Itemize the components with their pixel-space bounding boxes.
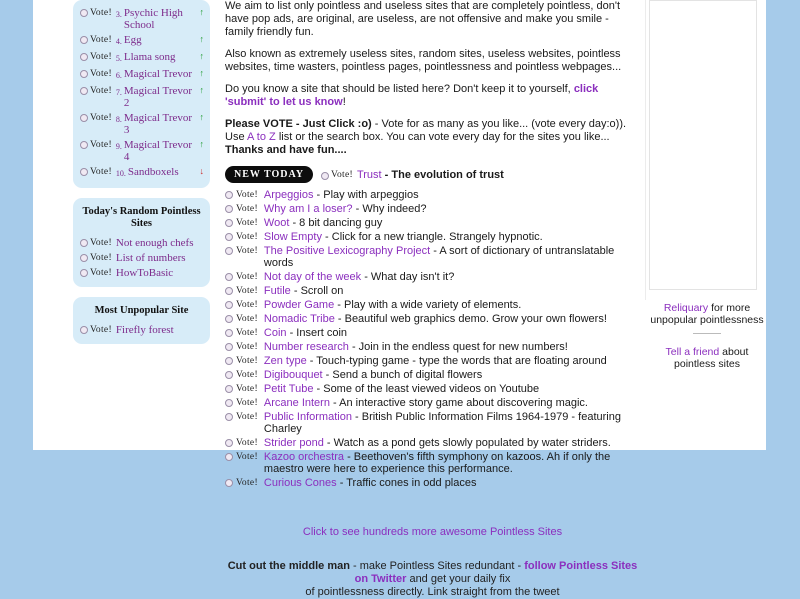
vote-radio-icon[interactable] [80, 326, 88, 334]
site-link[interactable]: Powder Game [263, 299, 335, 311]
site-entry-text [264, 383, 640, 395]
site-link[interactable]: Firefly forest [115, 323, 174, 336]
site-list-row [225, 298, 640, 312]
site-description: - Beethoven's fifth symphony on kazoos. Ah if only the maestro were here to experience this performance. [263, 451, 611, 475]
top-site-row [79, 49, 204, 66]
site-list-row [225, 284, 640, 298]
site-entry-text [264, 203, 640, 215]
vote-label[interactable]: Vote! [236, 300, 258, 310]
new-today-text [357, 169, 504, 181]
vote-label[interactable]: Vote! [90, 324, 112, 335]
vote-radio-icon[interactable] [225, 479, 233, 487]
intro-paragraph-2: Also known as extremely useless sites, random sites, useless websites, pointless websites, time wasters, pointless pages, pointlessness and pointless webpages... [225, 48, 622, 73]
site-description: - Scroll on [290, 285, 344, 297]
new-today-desc: - The evolution of trust [381, 168, 504, 181]
random-site-row [79, 265, 204, 280]
vote-radio-icon[interactable] [80, 70, 88, 78]
site-list-row [225, 216, 640, 230]
top-site-row [79, 66, 204, 83]
site-description: - British Public Information Films 1964-1979 - featuring Charley [263, 411, 621, 435]
vote-radio-icon[interactable] [225, 191, 233, 199]
vote-radio-icon[interactable] [225, 315, 233, 323]
vote-label[interactable]: Vote! [236, 246, 258, 256]
tell-a-friend-row [648, 346, 766, 370]
reliquary-row [648, 302, 766, 326]
vote-radio-icon[interactable] [80, 9, 88, 17]
vote-label[interactable]: Vote! [236, 218, 258, 228]
site-link[interactable]: Magical Trevor [123, 67, 193, 80]
rank-number: 5. [115, 53, 122, 63]
vote-radio-icon[interactable] [321, 172, 329, 180]
random-site-row [79, 235, 204, 250]
vote-instructions-bold: Please VOTE - Just Click :o) [225, 118, 372, 130]
new-today-row [225, 166, 640, 183]
vote-label[interactable]: Vote! [236, 328, 258, 338]
site-link[interactable]: Why am I a loser? [263, 203, 353, 215]
site-entry-text [264, 217, 640, 229]
vote-label[interactable]: Vote! [236, 384, 258, 394]
intro-paragraph-1: We aim to list only pointless and useless sites that are completely pointless, don't have pop ads, are original, are useless, are not offensive and make you smile - family friendly fun. [225, 0, 621, 38]
footer-mid: - make Pointless Sites redundant - [349, 560, 525, 572]
vote-label[interactable]: Vote! [331, 169, 353, 180]
vote-label[interactable]: Vote! [236, 272, 258, 282]
top-site-row [79, 32, 204, 49]
site-list-row [225, 202, 640, 216]
site-link[interactable]: Arcane Intern [263, 397, 330, 409]
top-site-row [79, 137, 204, 164]
vote-label[interactable]: Vote! [90, 237, 112, 248]
vote-radio-icon[interactable] [80, 36, 88, 44]
vote-radio-icon[interactable] [225, 399, 233, 407]
right-separator [693, 333, 721, 334]
site-link[interactable]: Public Information [263, 411, 352, 423]
vote-radio-icon[interactable] [80, 53, 88, 61]
site-link[interactable]: Strider pond [263, 437, 324, 449]
site-link[interactable]: Arpeggios [263, 189, 314, 201]
site-list-row [225, 396, 640, 410]
site-list-row [225, 410, 640, 436]
site-link[interactable]: Futile [263, 285, 291, 297]
footer-after: and get your daily fix [406, 573, 511, 585]
random-site-row [79, 250, 204, 265]
vote-radio-icon[interactable] [225, 233, 233, 241]
site-entry-text [264, 231, 640, 243]
vote-radio-icon[interactable] [225, 273, 233, 281]
vote-radio-icon[interactable] [80, 87, 88, 95]
site-entry-text [264, 327, 640, 339]
more-sites-row [225, 526, 640, 538]
top-site-row [79, 5, 204, 32]
vote-radio-icon[interactable] [80, 141, 88, 149]
site-description: - Traffic cones in odd places [336, 477, 477, 489]
vote-label[interactable]: Vote! [236, 190, 258, 200]
site-description: - Watch as a pond gets slowly populated by water striders. [323, 437, 611, 449]
vote-label[interactable]: Vote! [236, 314, 258, 324]
site-link[interactable]: Llama song [123, 50, 176, 63]
arrow-up-icon: ↑ [199, 50, 204, 61]
site-link[interactable]: Magical Trevor 4 [123, 138, 193, 163]
vote-radio-icon[interactable] [225, 287, 233, 295]
vote-radio-icon[interactable] [80, 239, 88, 247]
main-content [225, 0, 640, 599]
atoz-before: Use [225, 131, 248, 143]
arrow-up-icon: ↑ [199, 111, 204, 122]
site-description: - Touch-typing game - type the words that are floating around [306, 355, 607, 367]
random-sites-panel [73, 198, 210, 287]
rank-number: 8. [115, 114, 122, 124]
top-site-row [79, 164, 204, 181]
site-link[interactable]: Not enough chefs [115, 236, 194, 249]
footer-line-2: of pointlessness directly. Link straight from the tweet [305, 586, 560, 598]
vote-instructions-line-1 [225, 118, 640, 131]
vote-radio-icon[interactable] [80, 254, 88, 262]
site-entry-text [264, 477, 640, 489]
tell-a-friend-text: about pointless sites [674, 346, 749, 370]
site-list-row [225, 326, 640, 340]
vote-label[interactable]: Vote! [236, 370, 258, 380]
vote-label[interactable]: Vote! [90, 7, 112, 18]
site-list-row [225, 450, 640, 476]
site-description: - A sort of dictionary of untranslatable words [263, 245, 615, 269]
column-divider [645, 0, 646, 300]
site-entry-text [264, 437, 640, 449]
vote-instructions-rest: - Vote for as many as you like... (vote every day:o)). [371, 118, 627, 130]
site-entry-text [264, 451, 640, 475]
vote-label[interactable]: Vote! [90, 139, 112, 150]
vote-label[interactable]: Vote! [236, 356, 258, 366]
top-site-row [79, 83, 204, 110]
site-description: - Beautiful web graphics demo. Grow your own flowers! [334, 313, 607, 325]
site-link[interactable]: Kazoo orchestra [263, 451, 345, 463]
unpopular-site-panel [73, 297, 210, 344]
site-entry-text [264, 397, 640, 409]
site-link[interactable]: Magical Trevor 3 [123, 111, 193, 136]
vote-label[interactable]: Vote! [90, 267, 112, 278]
vote-radio-icon[interactable] [80, 114, 88, 122]
site-entry-text [264, 369, 640, 381]
vote-label[interactable]: Vote! [236, 412, 258, 422]
site-link[interactable]: Coin [263, 327, 287, 339]
site-link[interactable]: Slow Empty [263, 231, 322, 243]
arrow-up-icon: ↑ [199, 6, 204, 17]
twitter-link[interactable]: follow Pointless Sites on Twitter [354, 560, 638, 585]
arrow-down-icon: ↓ [199, 165, 204, 176]
vote-label[interactable]: Vote! [90, 68, 112, 79]
unpopular-site-row [79, 322, 204, 337]
top-site-row [79, 110, 204, 137]
vote-label[interactable]: Vote! [90, 34, 112, 45]
arrow-up-icon: ↑ [199, 33, 204, 44]
vote-radio-icon[interactable] [225, 385, 233, 393]
site-entry-text [264, 341, 640, 353]
site-entry-text [264, 355, 640, 367]
site-list-row [225, 312, 640, 326]
top-sites-panel [73, 0, 210, 188]
a-to-z-link[interactable]: A to Z [247, 131, 276, 143]
vote-label[interactable]: Vote! [236, 232, 258, 242]
ad-placeholder [649, 0, 757, 290]
site-list-row [225, 340, 640, 354]
site-link[interactable]: Psychic High School [123, 6, 183, 31]
footer-bold: Cut out the middle man [227, 560, 350, 572]
vote-label[interactable]: Vote! [90, 252, 112, 263]
site-link[interactable]: Digibouquet [263, 369, 323, 381]
rank-number: 3. [115, 9, 122, 19]
vote-label[interactable]: Vote! [90, 85, 112, 96]
vote-radio-icon[interactable] [225, 205, 233, 213]
rank-number: 6. [115, 70, 122, 80]
site-list-row [225, 244, 640, 270]
site-list-row [225, 354, 640, 368]
submit-link[interactable]: click 'submit' to let us know [225, 83, 599, 108]
vote-label[interactable]: Vote! [236, 398, 258, 408]
vote-radio-icon[interactable] [225, 439, 233, 447]
site-link[interactable]: Petit Tube [263, 383, 314, 395]
site-link[interactable]: List of numbers [115, 251, 186, 264]
thanks-bold: Thanks and have fun.... [225, 144, 347, 156]
site-list-row [225, 382, 640, 396]
site-link[interactable]: HowToBasic [115, 266, 174, 279]
site-link[interactable]: Curious Cones [263, 477, 337, 489]
site-description: - 8 bit dancing guy [289, 217, 383, 229]
random-panel-title: Today's Random Pointless Sites [82, 206, 201, 229]
intro-paragraph-3 [225, 83, 640, 109]
site-link[interactable]: Egg [123, 33, 142, 46]
vote-label[interactable]: Vote! [90, 166, 112, 177]
site-description: - Click for a new triangle. Strangely hypnotic. [321, 231, 543, 243]
site-description: - Insert coin [286, 327, 348, 339]
vote-radio-icon[interactable] [225, 371, 233, 379]
arrow-up-icon: ↑ [199, 67, 204, 78]
site-entry-text [264, 411, 640, 435]
site-list-row [225, 476, 640, 490]
vote-label[interactable]: Vote! [90, 112, 112, 123]
vote-radio-icon[interactable] [225, 247, 233, 255]
site-link[interactable]: Sandboxels [127, 165, 179, 178]
site-list-row [225, 436, 640, 450]
site-list [225, 188, 640, 490]
new-today-link[interactable]: Trust [356, 168, 382, 181]
vote-radio-icon[interactable] [225, 357, 233, 365]
site-description: - Send a bunch of digital flowers [322, 369, 483, 381]
site-link[interactable]: Magical Trevor 2 [123, 84, 193, 109]
rank-number: 7. [115, 87, 122, 97]
vote-label[interactable]: Vote! [90, 51, 112, 62]
site-link[interactable]: Nomadic Tribe [263, 313, 335, 325]
new-today-badge: NEW TODAY [225, 166, 313, 183]
site-description: - Join in the endless quest for new numbers! [348, 341, 568, 353]
site-list-row [225, 188, 640, 202]
site-description: - Play with arpeggios [313, 189, 419, 201]
rank-number: 9. [115, 141, 122, 151]
site-link[interactable]: Woot [263, 217, 290, 229]
page-container [33, 0, 766, 598]
site-entry-text [264, 271, 640, 283]
unpopular-panel-title: Most Unpopular Site [94, 305, 189, 316]
site-entry-text [264, 313, 640, 325]
rank-number: 10. [115, 168, 126, 178]
new-today-entry [357, 169, 504, 181]
site-entry-text [264, 285, 640, 297]
site-link[interactable]: Not day of the week [263, 271, 362, 283]
reliquary-link[interactable]: Reliquary [663, 302, 709, 314]
vote-radio-icon[interactable] [225, 453, 233, 461]
vote-radio-icon[interactable] [80, 168, 88, 176]
vote-label[interactable]: Vote! [236, 478, 258, 488]
submit-text-after: ! [342, 96, 346, 108]
vote-radio-icon[interactable] [225, 301, 233, 309]
site-entry-text [264, 245, 640, 269]
vote-radio-icon[interactable] [225, 343, 233, 351]
site-entry-text [264, 299, 640, 311]
site-entry-text [264, 189, 640, 201]
site-link[interactable]: The Positive Lexicography Project [263, 245, 431, 257]
vote-radio-icon[interactable] [225, 329, 233, 337]
submit-text-before: Do you know a site that should be listed here? Don't keep it to yourself, [225, 83, 574, 95]
atoz-mid: list or the search box. You can vote every day for the sites you like... [275, 131, 610, 143]
site-description: - An interactive story game about discovering magic. [329, 397, 588, 409]
right-sidebar [648, 0, 766, 370]
vote-radio-icon[interactable] [80, 269, 88, 277]
site-list-row [225, 230, 640, 244]
arrow-up-icon: ↑ [199, 84, 204, 95]
arrow-up-icon: ↑ [199, 138, 204, 149]
site-description: - Play with a wide variety of elements. [334, 299, 522, 311]
vote-label[interactable]: Vote! [236, 438, 258, 448]
reliquary-text: for more unpopular pointlessness [650, 302, 764, 326]
site-description: - Why indeed? [352, 203, 427, 215]
site-list-row [225, 270, 640, 284]
more-sites-link[interactable]: Click to see hundreds more awesome Pointless Sites [302, 526, 563, 538]
tell-a-friend-link[interactable]: Tell a friend [665, 346, 720, 358]
vote-radio-icon[interactable] [225, 219, 233, 227]
vote-label[interactable]: Vote! [236, 286, 258, 296]
site-description: - Some of the least viewed videos on Youtube [313, 383, 540, 395]
vote-instructions-line-2 [225, 131, 640, 157]
vote-label[interactable]: Vote! [236, 452, 258, 462]
site-description: - What day isn't it? [361, 271, 455, 283]
site-link[interactable]: Number research [263, 341, 349, 353]
site-list-row [225, 368, 640, 382]
site-link[interactable]: Zen type [263, 355, 307, 367]
vote-label[interactable]: Vote! [236, 342, 258, 352]
vote-label[interactable]: Vote! [236, 204, 258, 214]
rank-number: 4. [115, 36, 122, 46]
left-sidebar [73, 0, 210, 354]
footer-note [225, 560, 640, 599]
vote-radio-icon[interactable] [225, 413, 233, 421]
